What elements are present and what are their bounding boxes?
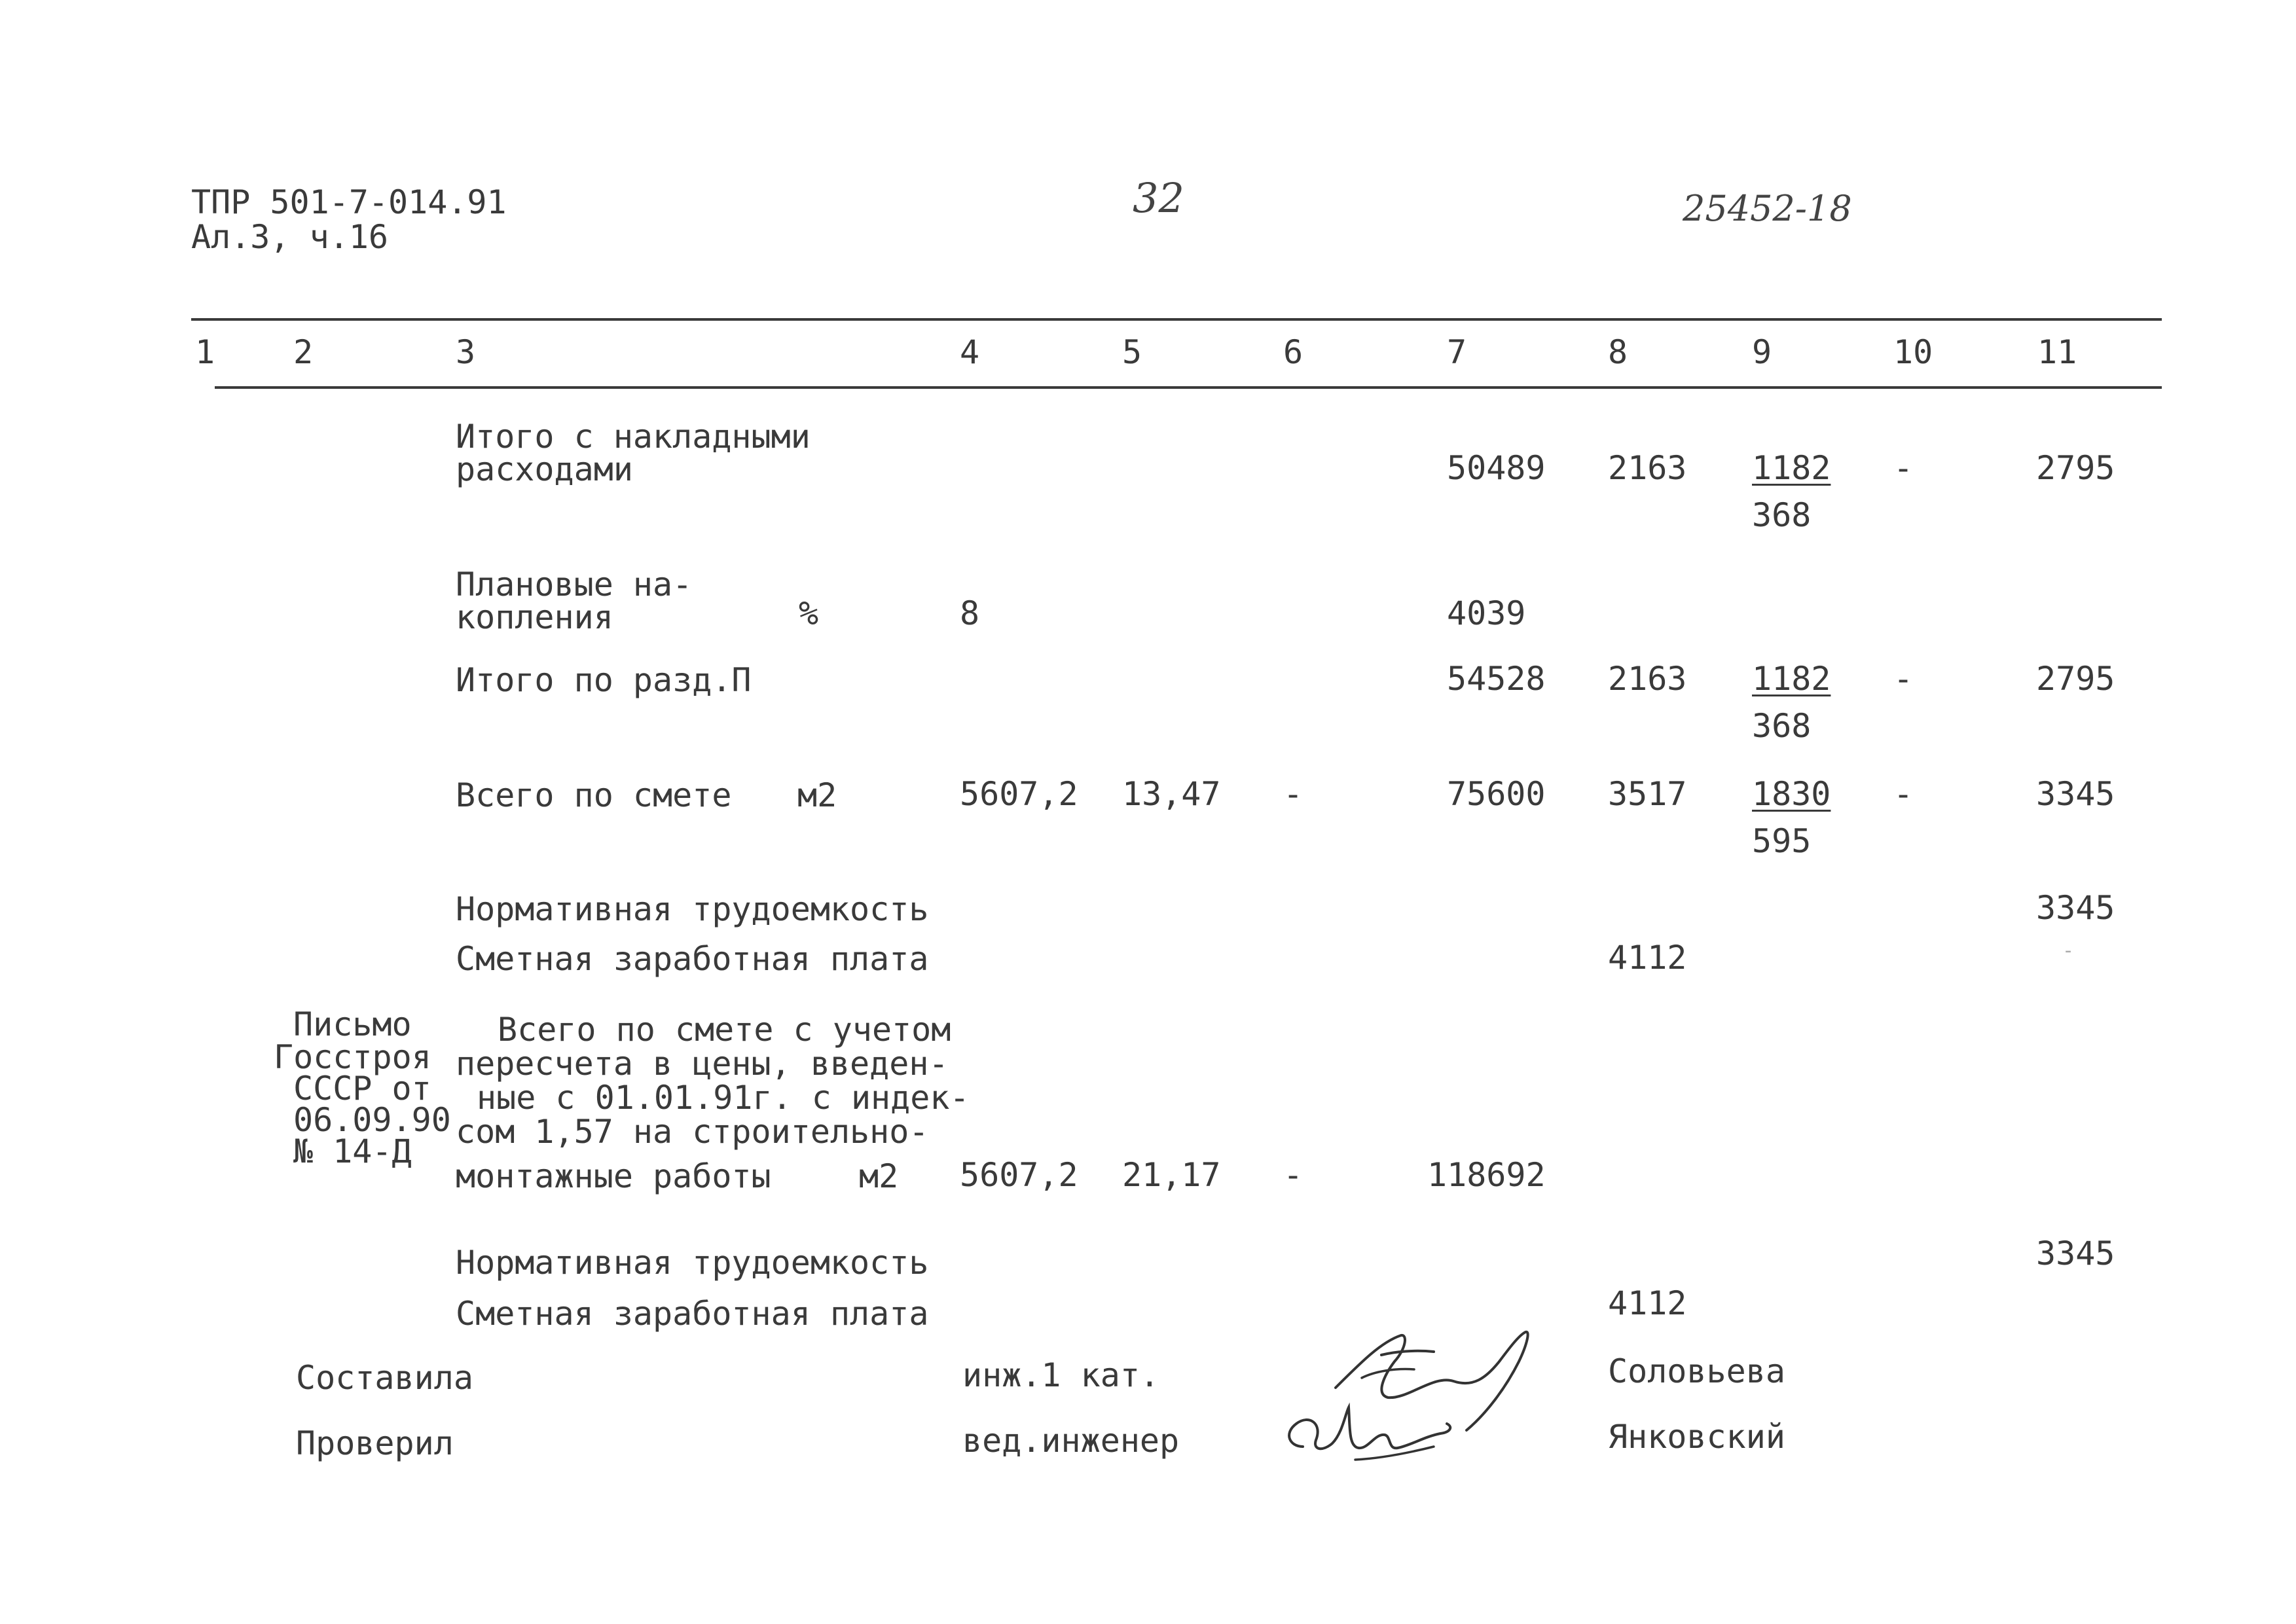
- recalc-basis-2: Госстроя: [274, 1038, 431, 1076]
- recalc-c5: 21,17: [1122, 1156, 1221, 1194]
- checked-position: вед.инженер: [962, 1422, 1180, 1460]
- row-wages-2-name: Сметная заработная плата: [456, 1295, 929, 1333]
- row-savings-c4: 8: [960, 594, 980, 632]
- row-labor-2-name: Нормативная трудоемкость: [456, 1244, 929, 1282]
- column-number-8: 8: [1608, 333, 1628, 371]
- compiled-label: Составила: [296, 1359, 473, 1397]
- row-savings-unit: %: [799, 594, 819, 632]
- recalc-name-1: Всего по смете с учетом: [498, 1011, 951, 1049]
- recalc-c7: 118692: [1427, 1156, 1546, 1194]
- row-section-c11: 2795: [2036, 660, 2115, 698]
- row-estimate-unit: м2: [797, 776, 837, 814]
- row-section-c9-bottom: 368: [1752, 707, 1812, 745]
- page-number: 32: [1133, 174, 1184, 222]
- handwritten-signature-checked: [1277, 1388, 1473, 1473]
- document-code: ТПР 501-7-014.91: [191, 183, 507, 221]
- row-section-c10: -: [1893, 660, 1914, 698]
- column-number-11: 11: [2037, 333, 2077, 371]
- row-section-c9-top: 1182: [1752, 660, 1831, 698]
- compiled-name: Соловьева: [1608, 1352, 1785, 1390]
- column-number-5: 5: [1122, 333, 1142, 371]
- column-number-6: 6: [1283, 333, 1303, 371]
- row-estimate-c10: -: [1893, 775, 1914, 813]
- recalc-name-4: сом 1,57 на строительно-: [456, 1113, 929, 1151]
- recalc-basis-1: Письмо: [293, 1005, 412, 1043]
- header-rule-top: [191, 318, 2162, 321]
- row-wages-2-c8: 4112: [1608, 1284, 1687, 1322]
- recalc-name-5: монтажные работы: [456, 1157, 771, 1195]
- row-estimate-c4: 5607,2: [960, 775, 1078, 813]
- row-labor-1-c11: 3345: [2036, 889, 2115, 927]
- row-overhead-c7: 50489: [1447, 449, 1546, 487]
- row-savings-name-1: Плановые на-: [456, 566, 693, 604]
- column-number-7: 7: [1447, 333, 1467, 371]
- row-overhead-c11: 2795: [2036, 449, 2115, 487]
- row-savings-c7: 4039: [1447, 594, 1526, 632]
- row-wages-1-c8: 4112: [1608, 939, 1687, 977]
- row-section-c7: 54528: [1447, 660, 1546, 698]
- recalc-basis-5: № 14-Д: [293, 1132, 412, 1170]
- row-estimate-c8: 3517: [1608, 775, 1687, 813]
- checked-label: Проверил: [296, 1424, 454, 1462]
- header-rule-bottom: [215, 386, 2162, 389]
- row-overhead-c10: -: [1893, 449, 1914, 487]
- row-estimate-c9-bottom: 595: [1752, 822, 1812, 860]
- recalc-name-2: пересчета в цены, введен-: [456, 1045, 949, 1083]
- row-overhead-name-1: Итого с накладными: [456, 418, 811, 456]
- document-part: Ал.3, ч.16: [191, 218, 389, 256]
- row-savings-name-2: копления: [456, 598, 613, 636]
- row-estimate-c9-top: 1830: [1752, 775, 1831, 813]
- row-overhead-c9-top: 1182: [1752, 449, 1831, 487]
- row-section-c8: 2163: [1608, 660, 1687, 698]
- column-number-2: 2: [293, 333, 314, 371]
- recalc-basis-3: СССР от: [293, 1070, 431, 1108]
- compiled-position: инж.1 кат.: [962, 1356, 1160, 1394]
- recalc-c4: 5607,2: [960, 1156, 1078, 1194]
- recalc-unit: м2: [859, 1157, 899, 1195]
- row-wages-1-name: Сметная заработная плата: [456, 940, 929, 978]
- row-estimate-c11: 3345: [2036, 775, 2115, 813]
- row-section-name: Итого по разд.П: [456, 661, 752, 699]
- row-estimate-c7: 75600: [1447, 775, 1546, 813]
- archive-number: 25452-18: [1683, 188, 1852, 229]
- recalc-c6: -: [1283, 1156, 1303, 1194]
- column-number-4: 4: [960, 333, 980, 371]
- row-estimate-name: Всего по смете: [456, 776, 732, 814]
- row-labor-1-name: Нормативная трудоемкость: [456, 890, 929, 928]
- row-overhead-c8: 2163: [1608, 449, 1687, 487]
- column-number-3: 3: [456, 333, 476, 371]
- row-labor-2-c11: 3345: [2036, 1235, 2115, 1272]
- row-wages-1-c11: -: [2062, 939, 2075, 962]
- column-number-9: 9: [1752, 333, 1772, 371]
- column-number-10: 10: [1893, 333, 1933, 371]
- row-estimate-c5: 13,47: [1122, 775, 1221, 813]
- recalc-name-3: ные с 01.01.91г. с индек-: [477, 1079, 970, 1117]
- row-overhead-name-2: расходами: [456, 450, 633, 488]
- column-number-1: 1: [195, 333, 215, 371]
- row-overhead-c9-bottom: 368: [1752, 496, 1812, 534]
- recalc-basis-4: 06.09.90: [293, 1101, 451, 1139]
- row-estimate-c6: -: [1283, 775, 1303, 813]
- checked-name: Янковский: [1608, 1418, 1785, 1456]
